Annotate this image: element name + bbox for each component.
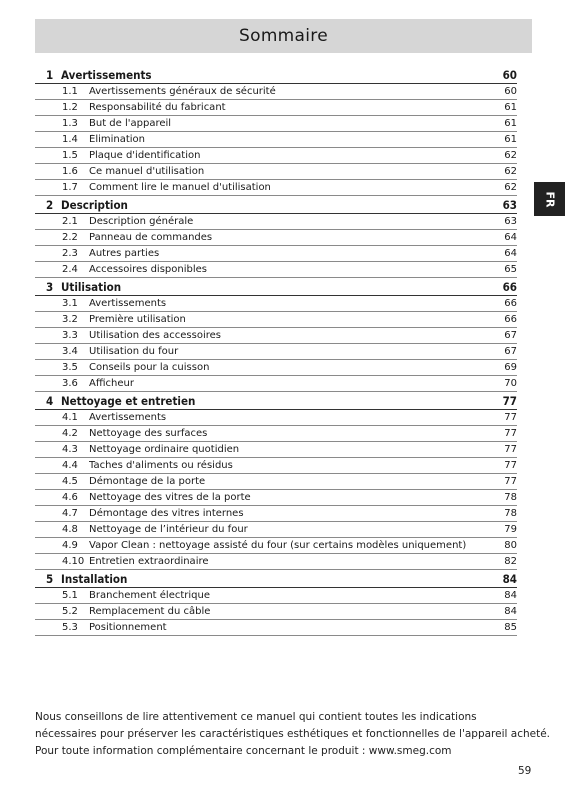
- item-number: 4.5: [62, 476, 78, 487]
- item-page: 77: [504, 460, 517, 471]
- item-page: 79: [504, 524, 517, 535]
- item-number: 4.7: [62, 508, 78, 519]
- toc-item-row[interactable]: [35, 490, 517, 506]
- item-number: 3.4: [62, 346, 78, 357]
- item-page: 78: [504, 508, 517, 519]
- item-title: Ce manuel d'utilisation: [89, 166, 205, 177]
- item-number: 4.8: [62, 524, 78, 535]
- item-title: Conseils pour la cuisson: [89, 362, 210, 373]
- table-of-contents: [35, 66, 517, 636]
- item-number: 4.2: [62, 428, 78, 439]
- item-number: 4.6: [62, 492, 78, 503]
- footer-line: Pour toute information complémentaire concernant le produit : www.smeg.com: [35, 745, 452, 757]
- item-page: 64: [504, 248, 517, 259]
- item-number: 4.9: [62, 540, 78, 551]
- item-number: 1.3: [62, 118, 78, 129]
- toc-section-row[interactable]: [35, 392, 517, 410]
- item-page: 60: [504, 86, 517, 97]
- item-title: Utilisation des accessoires: [89, 330, 221, 341]
- item-title: Description générale: [89, 216, 194, 227]
- item-page: 62: [504, 166, 517, 177]
- toc-item-row[interactable]: [35, 442, 517, 458]
- section-title: Nettoyage et entretien: [61, 394, 196, 408]
- item-page: 85: [504, 622, 517, 633]
- item-number: 3.1: [62, 298, 78, 309]
- item-page: 65: [504, 264, 517, 275]
- item-page: 78: [504, 492, 517, 503]
- section-page: 66: [502, 280, 517, 294]
- item-number: 5.3: [62, 622, 78, 633]
- item-number: 4.4: [62, 460, 78, 471]
- item-page: 64: [504, 232, 517, 243]
- section-title: Avertissements: [61, 68, 152, 82]
- toc-item-row[interactable]: [35, 522, 517, 538]
- item-number: 1.4: [62, 134, 78, 145]
- item-title: Utilisation du four: [89, 346, 179, 357]
- item-number: 4.1: [62, 412, 78, 423]
- section-number: 2: [46, 198, 54, 212]
- item-page: 69: [504, 362, 517, 373]
- item-page: 77: [504, 476, 517, 487]
- item-title: Autres parties: [89, 248, 160, 259]
- item-page: 63: [504, 216, 517, 227]
- footer-note: [35, 709, 550, 760]
- toc-item-row[interactable]: [35, 148, 517, 164]
- toc-section-row[interactable]: [35, 570, 517, 588]
- toc-item-row[interactable]: [35, 360, 517, 376]
- item-number: 5.2: [62, 606, 78, 617]
- item-page: 84: [504, 606, 517, 617]
- item-page: 62: [504, 150, 517, 161]
- item-page: 62: [504, 182, 517, 193]
- footer-line: nécessaires pour préserver les caractéristiques esthétiques et fonctionnelles de l'appareil acheté.: [35, 728, 550, 740]
- section-number: 1: [46, 68, 54, 82]
- toc-item-row[interactable]: [35, 474, 517, 490]
- item-number: 4.3: [62, 444, 78, 455]
- item-title: Entretien extraordinaire: [89, 556, 209, 567]
- item-page: 77: [504, 444, 517, 455]
- page-title: Sommaire: [239, 26, 328, 46]
- item-title: Nettoyage ordinaire quotidien: [89, 444, 240, 455]
- section-page: 77: [502, 394, 517, 408]
- toc-item-row[interactable]: [35, 132, 517, 148]
- item-title: Responsabilité du fabricant: [89, 102, 226, 113]
- item-title: Panneau de commandes: [89, 232, 213, 243]
- item-page: 77: [504, 412, 517, 423]
- item-title: Nettoyage des surfaces: [89, 428, 208, 439]
- item-number: 1.7: [62, 182, 78, 193]
- item-number: 1.1: [62, 86, 78, 97]
- item-title: Positionnement: [89, 622, 167, 633]
- toc-section-row[interactable]: [35, 66, 517, 84]
- toc-item-row[interactable]: [35, 164, 517, 180]
- item-page: 61: [504, 102, 517, 113]
- toc-item-row[interactable]: [35, 100, 517, 116]
- item-title: Nettoyage des vitres de la porte: [89, 492, 251, 503]
- toc-item-row[interactable]: [35, 214, 517, 230]
- item-number: 1.6: [62, 166, 78, 177]
- item-page: 66: [504, 298, 517, 309]
- item-title: Plaque d'identification: [89, 150, 201, 161]
- toc-item-row[interactable]: [35, 620, 517, 636]
- toc-item-row[interactable]: [35, 604, 517, 620]
- toc-item-row[interactable]: [35, 506, 517, 522]
- item-page: 82: [504, 556, 517, 567]
- item-page: 67: [504, 330, 517, 341]
- section-page: 60: [502, 68, 517, 82]
- item-page: 84: [504, 590, 517, 601]
- toc-item-row[interactable]: [35, 376, 517, 392]
- toc-item-row[interactable]: [35, 84, 517, 100]
- toc-section-row[interactable]: [35, 196, 517, 214]
- item-number: 4.10: [62, 556, 85, 567]
- toc-title-bar: [35, 19, 532, 53]
- toc-item-row[interactable]: [35, 262, 517, 278]
- item-number: 3.2: [62, 314, 78, 325]
- section-number: 5: [46, 572, 54, 586]
- item-page: 70: [504, 378, 517, 389]
- section-title: Installation: [61, 572, 128, 586]
- item-title: Première utilisation: [89, 314, 186, 325]
- toc-item-row[interactable]: [35, 116, 517, 132]
- toc-item-row[interactable]: [35, 458, 517, 474]
- item-page: 77: [504, 428, 517, 439]
- item-number: 2.4: [62, 264, 78, 275]
- item-page: 80: [504, 540, 517, 551]
- item-number: 2.3: [62, 248, 78, 259]
- toc-item-row[interactable]: [35, 328, 517, 344]
- item-number: 1.5: [62, 150, 78, 161]
- item-number: 5.1: [62, 590, 78, 601]
- item-title: Afficheur: [89, 378, 134, 389]
- language-tab-label: FR: [542, 191, 556, 207]
- toc-item-row[interactable]: [35, 246, 517, 262]
- toc-item-row[interactable]: [35, 554, 517, 570]
- item-title: Vapor Clean : nettoyage assisté du four (sur certains modèles uniquement): [89, 540, 467, 551]
- section-title: Description: [61, 198, 128, 212]
- item-number: 3.3: [62, 330, 78, 341]
- item-title: Branchement électrique: [89, 590, 210, 601]
- toc-item-row[interactable]: [35, 230, 517, 246]
- item-number: 3.6: [62, 378, 78, 389]
- item-title: But de l'appareil: [89, 118, 172, 129]
- item-title: Accessoires disponibles: [89, 264, 207, 275]
- toc-item-row[interactable]: [35, 426, 517, 442]
- page-number: 59: [518, 765, 532, 777]
- item-title: Avertissements: [89, 412, 167, 423]
- section-page: 63: [502, 198, 517, 212]
- item-title: Élimination: [89, 134, 146, 145]
- item-title: Démontage de la porte: [89, 476, 206, 487]
- toc-item-row[interactable]: [35, 312, 517, 328]
- item-title: Nettoyage de l’intérieur du four: [89, 524, 248, 535]
- section-title: Utilisation: [61, 280, 122, 294]
- item-page: 61: [504, 118, 517, 129]
- item-number: 2.1: [62, 216, 78, 227]
- toc-item-row[interactable]: [35, 410, 517, 426]
- section-number: 4: [46, 394, 54, 408]
- toc-item-row[interactable]: [35, 588, 517, 604]
- item-number: 1.2: [62, 102, 78, 113]
- item-title: Avertissements: [89, 298, 167, 309]
- toc-item-row[interactable]: [35, 344, 517, 360]
- item-page: 66: [504, 314, 517, 325]
- toc-section-row[interactable]: [35, 278, 517, 296]
- item-title: Remplacement du câble: [89, 606, 211, 617]
- section-number: 3: [46, 280, 54, 294]
- item-page: 67: [504, 346, 517, 357]
- section-page: 84: [502, 572, 517, 586]
- toc-item-row[interactable]: [35, 538, 517, 554]
- item-title: Taches d'aliments ou résidus: [89, 460, 233, 471]
- footer-line: Nous conseillons de lire attentivement ce manuel qui contient toutes les indications: [35, 711, 477, 723]
- item-number: 2.2: [62, 232, 78, 243]
- item-title: Comment lire le manuel d'utilisation: [89, 182, 271, 193]
- language-tab: [534, 182, 565, 216]
- item-title: Démontage des vitres internes: [89, 508, 244, 519]
- item-page: 61: [504, 134, 517, 145]
- toc-item-row[interactable]: [35, 180, 517, 196]
- item-number: 3.5: [62, 362, 78, 373]
- item-title: Avertissements généraux de sécurité: [89, 86, 276, 97]
- toc-item-row[interactable]: [35, 296, 517, 312]
